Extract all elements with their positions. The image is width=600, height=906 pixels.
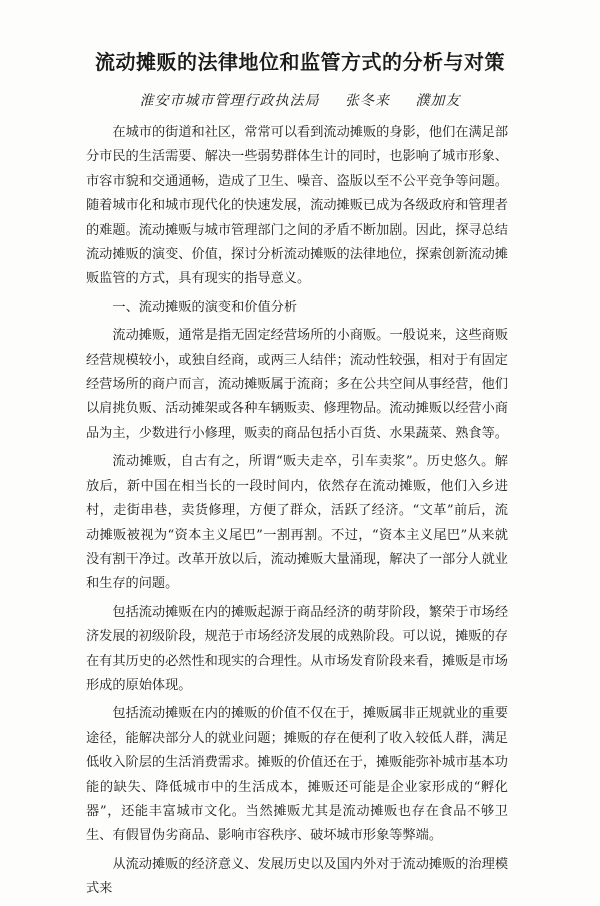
intro-paragraph: 在城市的街道和社区，常常可以看到流动摊贩的身影，他们在满足部分市民的生活需要、解决一些弱势群体生计的同时，也影响了城市形象、市容市貌和交通通畅，造成了卫生、噪音、盗版以至不公平竞争等问题。随着城市化和城市现代化的快速发展，流动摊贩已成为各级政府和管理者的难题。流动摊贩与城市管理部门之间的矛盾不断加剧。因此，探寻总结流动摊贩的演变、价值，探讨分析流动摊贩的法律地位，探索创新流动摊贩监管的方式，具有现实的指导意义。	[86, 125, 509, 287]
body-paragraph: 包括流动摊贩在内的摊贩的价值不仅在于，摊贩属非正规就业的重要途径，能解决部分人的就业问题；摊贩的存在便利了收入较低人群，满足低收入阶层的生活消费需求。摊贩的价值还在于，摊贩能弥补城市基本功能的缺失、降低城市中的生活成本，摊贩还可能是企业家形成的“孵化器”，还能丰富城市文化。当然摊贩尤其是流动摊贩也存在食品不够卫生、有假冒伪劣商品、影响市容秩序、破坏城市形象等弊端。	[86, 706, 509, 844]
byline	[0, 90, 600, 110]
author-name: 张冬来	[345, 93, 390, 109]
section-heading: 一、流动摊贩的演变和价值分析	[112, 299, 298, 315]
body-paragraph: 包括流动摊贩在内的摊贩起源于商品经济的萌芽阶段，繁荣于市场经济发展的初级阶段，规范于市场经济发展的成熟阶段。可以说，摊贩的存在有其历史的必然性和现实的合理性。从市场发育阶段来看，摊贩是市场形成的原始体现。	[86, 604, 509, 693]
body-paragraph: 流动摊贩，通常是指无固定经营场所的小商贩。一般说来，这些商贩经营规模较小，或独自经商，或两三人结伴；流动性较强，相对于有固定经营场所的商户而言，流动摊贩属于流商；多在公共空间从事经营，他们以肩挑负贩、活动摊架或各种车辆贩卖、修理物品。流动摊贩以经营小商品为主，少数进行小修理，贩卖的商品包括小百货、水果蔬菜、熟食等。	[86, 328, 509, 441]
body-paragraph: 从流动摊贩的经济意义、发展历史以及国内外对于流动摊贩的治理模式来	[86, 856, 509, 897]
body-paragraph: 流动摊贩，自古有之，所谓“贩夫走卒，引车卖浆”。历史悠久。解放后，新中国在相当长的一段时间内，依然存在流动摊贩，他们入乡进村，走街串巷，卖货修理，方便了群众，活跃了经济。“文革”前后，流动摊贩被视为“资本主义尾巴”一割再割。不过，“资本主义尾巴”从来就没有割干净过。改革开放以后，流动摊贩大量涌现，解决了一部分人就业和生存的问题。	[86, 454, 508, 592]
body-text	[86, 121, 508, 906]
paper-title: 流动摊贩的法律地位和监管方式的分析与对策	[95, 50, 505, 74]
author-name: 濮加友	[415, 93, 461, 109]
author-organization: 淮安市城市管理行政执法局	[139, 93, 320, 109]
